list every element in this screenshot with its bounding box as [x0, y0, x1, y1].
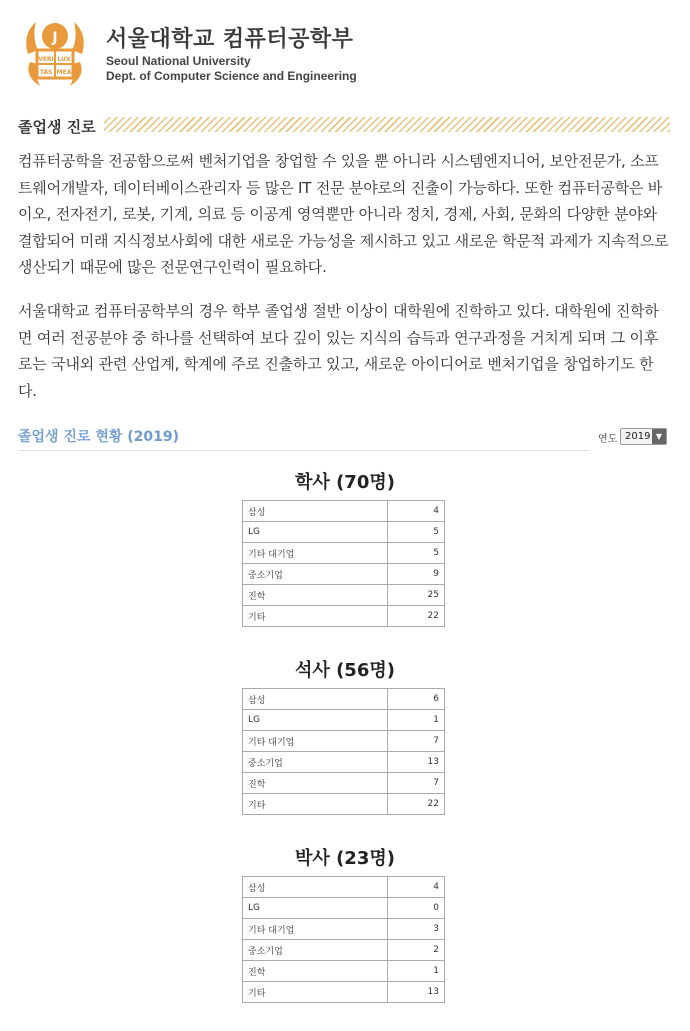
row-value: 22 — [388, 606, 445, 627]
table-row — [243, 731, 445, 752]
row-value: 1 — [388, 710, 445, 731]
site-subtitle-university: Seoul National University — [106, 54, 251, 68]
row-label: 기타 — [243, 794, 388, 815]
stats-title: 졸업생 진로 현황 (2019) — [18, 429, 180, 445]
row-label: LG — [243, 898, 388, 919]
row-value: 7 — [388, 773, 445, 794]
master-table — [242, 688, 445, 815]
row-value: 22 — [388, 794, 445, 815]
table-row — [243, 982, 445, 1003]
doctor-title: 박사 (23명) — [295, 848, 395, 869]
logo-text-1: LUX — [57, 56, 71, 63]
row-label: 삼성 — [243, 501, 388, 522]
site-header — [20, 14, 680, 94]
site-subtitle-department: Dept. of Computer Science and Engineering — [106, 69, 357, 83]
site-title[interactable]: 서울대학교 컴퓨터공학부 — [106, 27, 354, 52]
table-row — [243, 877, 445, 898]
snu-logo[interactable] — [20, 14, 90, 90]
row-label: 기타 대기업 — [243, 731, 388, 752]
row-value: 6 — [388, 689, 445, 710]
row-value: 2 — [388, 940, 445, 961]
row-label: 기타 — [243, 606, 388, 627]
table-row — [243, 501, 445, 522]
row-label: 삼성 — [243, 689, 388, 710]
row-label: 진학 — [243, 773, 388, 794]
table-row — [243, 710, 445, 731]
row-label: 중소기업 — [243, 564, 388, 585]
table-row — [243, 961, 445, 982]
year-label: 연도 — [598, 434, 618, 445]
row-label: 삼성 — [243, 877, 388, 898]
row-label: 중소기업 — [243, 940, 388, 961]
master-title: 석사 (56명) — [295, 660, 395, 681]
table-row — [243, 919, 445, 940]
logo-text-2: TAS — [39, 69, 53, 76]
table-row — [243, 543, 445, 564]
table-row — [243, 794, 445, 815]
section-title: 졸업생 진로 — [18, 116, 104, 137]
row-value: 4 — [388, 501, 445, 522]
logo-text-3: MEA — [56, 69, 72, 76]
year-select[interactable] — [620, 428, 667, 445]
row-label: 기타 대기업 — [243, 543, 388, 564]
row-label: 기타 — [243, 982, 388, 1003]
row-value: 5 — [388, 522, 445, 543]
table-row — [243, 940, 445, 961]
row-value: 7 — [388, 731, 445, 752]
table-row — [243, 898, 445, 919]
table-row — [243, 752, 445, 773]
section-header — [18, 114, 670, 136]
row-label: 기타 대기업 — [243, 919, 388, 940]
table-row — [243, 522, 445, 543]
row-value: 25 — [388, 585, 445, 606]
row-value: 3 — [388, 919, 445, 940]
doctor-table — [242, 876, 445, 1003]
row-label: 진학 — [243, 585, 388, 606]
row-value: 13 — [388, 982, 445, 1003]
table-row — [243, 606, 445, 627]
table-row — [243, 585, 445, 606]
table-row — [243, 773, 445, 794]
year-select-value: 2019 — [625, 431, 651, 442]
logo-text-0: VERI — [38, 56, 54, 63]
row-value: 0 — [388, 898, 445, 919]
table-row — [243, 564, 445, 585]
row-value: 4 — [388, 877, 445, 898]
row-label: LG — [243, 522, 388, 543]
bachelor-table — [242, 500, 445, 627]
intro-paragraph-1: 컴퓨터공학을 전공함으로써 벤처기업을 창업할 수 있을 뿐 아니라 시스템엔지니어, 보안전문가, 소프트웨어개발자, 데이터베이스관리자 등 많은 IT 전문 분야로의 진출이 가능하다. 또한 컴퓨터공학은 바이오, 전자전기, 로봇, 기계, 의료 등 이공계 영역뿐만 아니라 정치, 경제, 사회, 문화의 다양한 분야와 결합되어 미래 지식정보사회에 대한 새로운 가능성을 제시하고 있고 새로운 학문적 과제가 지속적으로 생산되기 때문에 많은 전문연구인력이 필요하다. — [18, 152, 669, 276]
intro-paragraph-2: 서울대학교 컴퓨터공학부의 경우 학부 졸업생 절반 이상이 대학원에 진학하고 있다. 대학원에 진학하면 여러 전공분야 중 하나를 선택하여 보다 깊이 있는 지식의 습득과 연구과정을 거치게 되며 그 이후로는 국내외 관련 산업계, 학계에 주로 진출하고 있고, 새로운 아이디어로 벤처기업을 창업하기도 한다. — [18, 302, 659, 400]
svg-text:J: J — [52, 30, 58, 46]
row-value: 13 — [388, 752, 445, 773]
row-value: 5 — [388, 543, 445, 564]
row-label: LG — [243, 710, 388, 731]
row-label: 진학 — [243, 961, 388, 982]
table-row — [243, 689, 445, 710]
row-label: 중소기업 — [243, 752, 388, 773]
row-value: 1 — [388, 961, 445, 982]
chevron-down-icon[interactable]: ▼ — [652, 429, 666, 444]
stats-divider — [18, 450, 590, 451]
row-value: 9 — [388, 564, 445, 585]
bachelor-title: 학사 (70명) — [295, 472, 395, 493]
section-hatch-divider — [102, 117, 670, 132]
